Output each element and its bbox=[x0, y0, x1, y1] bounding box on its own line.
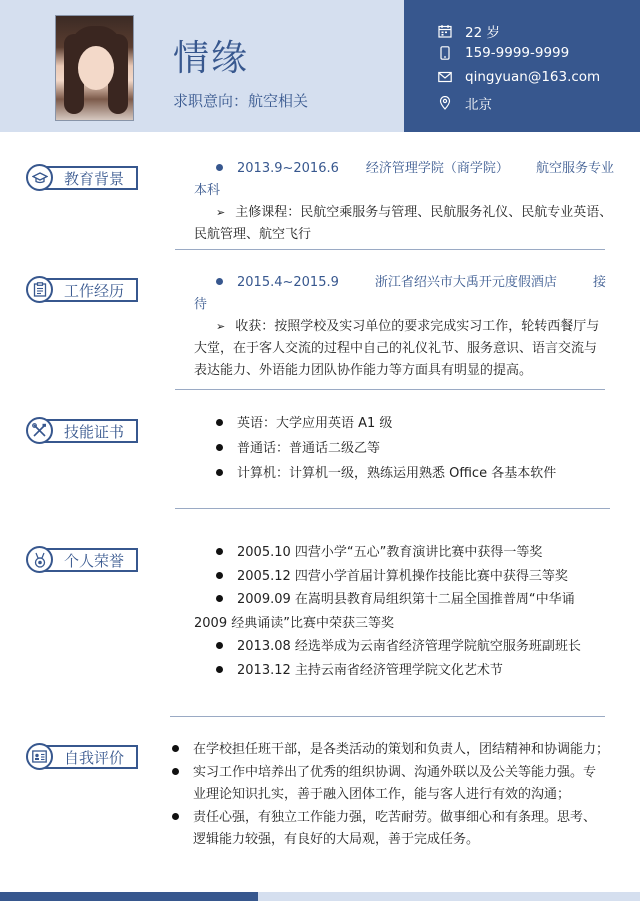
job-intent: 求职意向：航空相关 bbox=[173, 92, 309, 110]
work-gain-1: 收获：按照学校及实习单位的要求完成实习工作，轮转西餐厅与 bbox=[235, 319, 600, 334]
location-icon bbox=[438, 96, 452, 110]
section-skills bbox=[26, 417, 138, 443]
footer-bar-dark bbox=[0, 892, 258, 901]
divider bbox=[175, 389, 605, 390]
list-item: 2009.09 在嵩明县教育局组织第十二届全国推普周“中华诵 bbox=[194, 588, 614, 612]
section-title: 技能证书 bbox=[64, 423, 125, 441]
divider bbox=[175, 508, 610, 509]
work-gain-3: 表达能力、外语能力团队协作能力等方面具有明显的提高。 bbox=[194, 363, 533, 378]
edu-courses-2: 民航管理、航空飞行 bbox=[194, 227, 312, 242]
contact-location bbox=[438, 93, 492, 113]
work-period: 2015.4~2015.9 bbox=[237, 275, 339, 290]
contact-location-text: 北京 bbox=[465, 97, 492, 113]
section-honors bbox=[26, 546, 138, 572]
candidate-name: 情缘 bbox=[173, 38, 250, 79]
edu-major: 航空服务专业 bbox=[535, 161, 614, 176]
work-company: 浙江省绍兴市大禹开元度假酒店 bbox=[374, 275, 557, 290]
contact-phone-text[interactable]: 159-9999-9999 bbox=[465, 45, 570, 61]
divider bbox=[175, 249, 605, 250]
footer-bar-light bbox=[258, 892, 640, 901]
list-item: 普通话：普通话二级乙等 bbox=[216, 436, 606, 461]
contact-phone bbox=[438, 45, 569, 61]
work-content: 2015.4~2015.9 浙江省绍兴市大禹开元度假酒店 接 待 ➢ 收获：按照学校及实习单位的要求完成实习工作，轮转西餐厅与 大堂，在于客人交流的过程中自己的礼仪礼节、服务意识、语言交流与 表达能力、外语能力团队协作能力等方面具有明显的提高。 bbox=[194, 272, 606, 382]
mail-icon bbox=[438, 70, 452, 84]
medal-icon bbox=[26, 546, 53, 573]
id-card-icon bbox=[26, 743, 53, 770]
list-item: 2013.12 主持云南省经济管理学院文化艺术节 bbox=[194, 659, 614, 683]
section-title: 教育背景 bbox=[64, 170, 125, 188]
list-item: 2013.08 经选举成为云南省经济管理学院航空服务班副班长 bbox=[194, 635, 614, 659]
section-title: 工作经历 bbox=[64, 282, 125, 300]
tools-icon bbox=[26, 417, 53, 444]
contact-age-text: 22 岁 bbox=[465, 25, 500, 41]
list-item-continuation: 业理论知识扎实，善于融入团体工作，能与客人进行有效的沟通； bbox=[193, 787, 571, 802]
edu-courses-1: 主修课程：民航空乘服务与管理、民航服务礼仪、民航专业英语、 bbox=[235, 205, 613, 220]
phone-icon bbox=[438, 46, 452, 60]
work-role-b: 待 bbox=[194, 297, 208, 312]
honors-list bbox=[194, 541, 614, 682]
list-item: 在学校担任班干部，是各类活动的策划和负责人，团结精神和协调能力； bbox=[172, 739, 617, 762]
section-education bbox=[26, 164, 138, 190]
contact-email-text[interactable]: qingyuan@163.com bbox=[465, 69, 601, 85]
work-role-a: 接 bbox=[592, 275, 606, 290]
work-gain-2: 大堂，在于客人交流的过程中自己的礼仪礼节、服务意识、语言交流与 bbox=[194, 341, 598, 356]
contact-email bbox=[438, 69, 600, 85]
list-item-continuation: 2009 经典诵读”比赛中荣获三等奖 bbox=[194, 615, 394, 631]
list-item-continuation: 逻辑能力较强，有良好的大局观，善于完成任务。 bbox=[193, 832, 480, 847]
contact-age bbox=[438, 21, 500, 41]
list-item: 2005.12 四营小学首届计算机操作技能比赛中获得三等奖 bbox=[194, 565, 614, 589]
edu-school: 经济管理学院（商学院） bbox=[365, 161, 509, 176]
list-item: 英语：大学应用英语 A1 级 bbox=[216, 411, 606, 436]
divider bbox=[170, 716, 605, 717]
profile-photo bbox=[55, 15, 134, 121]
section-work bbox=[26, 276, 138, 302]
self-evaluation-content bbox=[172, 739, 617, 852]
list-item: 计算机：计算机一级，熟练运用熟悉 Office 各基本软件 bbox=[216, 461, 606, 486]
section-title: 自我评价 bbox=[64, 749, 125, 767]
list-item: 2005.10 四营小学“五心”教育演讲比赛中获得一等奖 bbox=[194, 541, 614, 565]
education-content: 2013.9~2016.6 经济管理学院（商学院） 航空服务专业 本科 ➢ 主修课程：民航空乘服务与管理、民航服务礼仪、民航专业英语、 民航管理、航空飞行 bbox=[194, 158, 614, 246]
edu-period: 2013.9~2016.6 bbox=[237, 161, 339, 176]
calendar-icon bbox=[438, 24, 452, 38]
list-item: 责任心强，有独立工作能力强，吃苦耐劳。做事细心和有条理。思考、 bbox=[172, 807, 617, 830]
edu-degree: 本科 bbox=[194, 183, 221, 198]
clipboard-icon bbox=[26, 276, 53, 303]
graduation-cap-icon bbox=[26, 164, 53, 191]
section-title: 个人荣誉 bbox=[64, 552, 125, 570]
list-item: 实习工作中培养出了优秀的组织协调、沟通外联以及公关等能力强。专 bbox=[172, 762, 617, 785]
section-self-evaluation bbox=[26, 743, 138, 769]
skills-list bbox=[216, 411, 606, 486]
